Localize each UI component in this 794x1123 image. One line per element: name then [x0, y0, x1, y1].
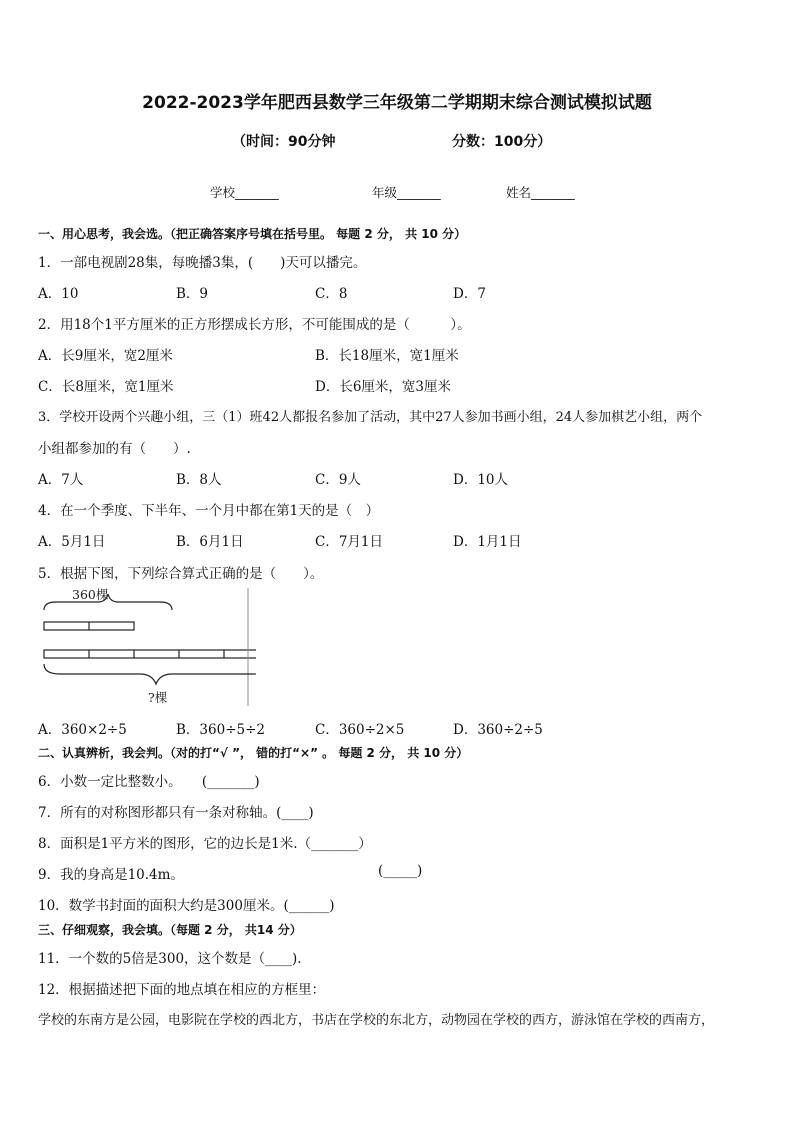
question-2-option-c: C．长8厘米，宽1厘米 [38, 379, 174, 395]
question-8: 8．面积是1平方米的图形，它的边长是1米.（_______） [38, 836, 372, 852]
exam-time: （时间：90分钟 [232, 134, 336, 150]
question-4-option-c: C．7月1日 [315, 534, 384, 550]
question-3-option-d: D．10人 [453, 472, 509, 488]
question-1-option-b: B．9 [176, 286, 209, 302]
question-11: 11．一个数的5倍是300，这个数是（____). [38, 951, 302, 967]
question-2-option-d: D．长6厘米，宽3厘米 [315, 379, 452, 395]
name-field: 姓名_______ [506, 185, 575, 200]
question-3-option-b: B．8人 [176, 472, 222, 488]
question-5-option-a: A．360×2÷5 [38, 722, 127, 738]
question-1-stem: 1．一部电视剧28集，每晚播3集，( )天可以播完。 [38, 255, 367, 271]
question-12-description: 学校的东南方是公园，电影院在学校的西北方，书店在学校的东北方，动物园在学校的西方，游泳馆在学校的西南方， [38, 1013, 715, 1028]
top-brace-label: 360棵 [72, 587, 109, 602]
question-1-option-c: C．8 [315, 286, 348, 302]
question-5-option-b: B．360÷5÷2 [176, 722, 265, 738]
question-2-option-a: A．长9厘米，宽2厘米 [38, 348, 173, 364]
question-5-segment-diagram [36, 584, 256, 710]
question-2-stem: 2．用18个1平方厘米的正方形摆成长方形，不可能围成的是（ ）。 [38, 317, 471, 333]
question-6: 6．小数一定比整数小。 (_______) [38, 774, 260, 790]
exam-score: 分数：100分） [452, 134, 552, 150]
bottom-brace-label: ?棵 [148, 690, 168, 705]
question-5-stem: 5．根据下图，下列综合算式正确的是（ ）。 [38, 566, 324, 582]
question-9-answer-blank: (_____) [378, 863, 423, 879]
question-4-option-d: D．1月1日 [453, 534, 522, 550]
question-2-option-b: B．长18厘米，宽1厘米 [315, 348, 459, 364]
section-2-heading: 二、认真辨析，我会判。（对的打“√ ”， 错的打“×” 。 每题 2 分， 共 10 分） [38, 746, 469, 760]
question-12: 12．根据描述把下面的地点填在相应的方框里： [38, 982, 326, 998]
school-field: 学校_______ [210, 185, 279, 200]
question-7: 7．所有的对称图形都只有一条对称轴。(____) [38, 805, 314, 821]
section-3-heading: 三、仔细观察，我会填。（每题 2 分， 共14 分） [38, 923, 302, 937]
question-3-stem-line-2: 小组都参加的有（ ）. [38, 441, 191, 457]
question-4-option-b: B．6月1日 [176, 534, 244, 550]
question-10: 10．数学书封面的面积大约是300厘米。(______) [38, 898, 335, 914]
question-5-option-c: C．360÷2×5 [315, 722, 405, 738]
question-4-stem: 4．在一个季度、下半年、一个月中都在第1天的是（ ） [38, 503, 380, 519]
bottom-brace [44, 664, 256, 684]
question-5-option-d: D．360÷2÷5 [453, 722, 543, 738]
question-4-option-a: A．5月1日 [38, 534, 106, 550]
question-1-option-a: A．10 [38, 286, 79, 302]
question-3-option-a: A．7人 [38, 472, 84, 488]
grade-field: 年级_______ [372, 185, 441, 200]
question-9: 9．我的身高是10.4m。 [38, 867, 184, 883]
question-1-option-d: D．7 [453, 286, 486, 302]
section-1-heading: 一、用心思考，我会选。（把正确答案序号填在括号里。 每题 2 分， 共 10 分） [38, 227, 467, 241]
question-3-option-c: C．9人 [315, 472, 361, 488]
question-3-stem-line-1: 3．学校开设两个兴趣小组，三（1）班42人都报名参加了活动，其中27人参加书画小组，24人参加棋艺小组，两个 [38, 410, 703, 425]
page-title: 2022-2023学年肥西县数学三年级第二学期期末综合测试模拟试题 [142, 93, 652, 113]
